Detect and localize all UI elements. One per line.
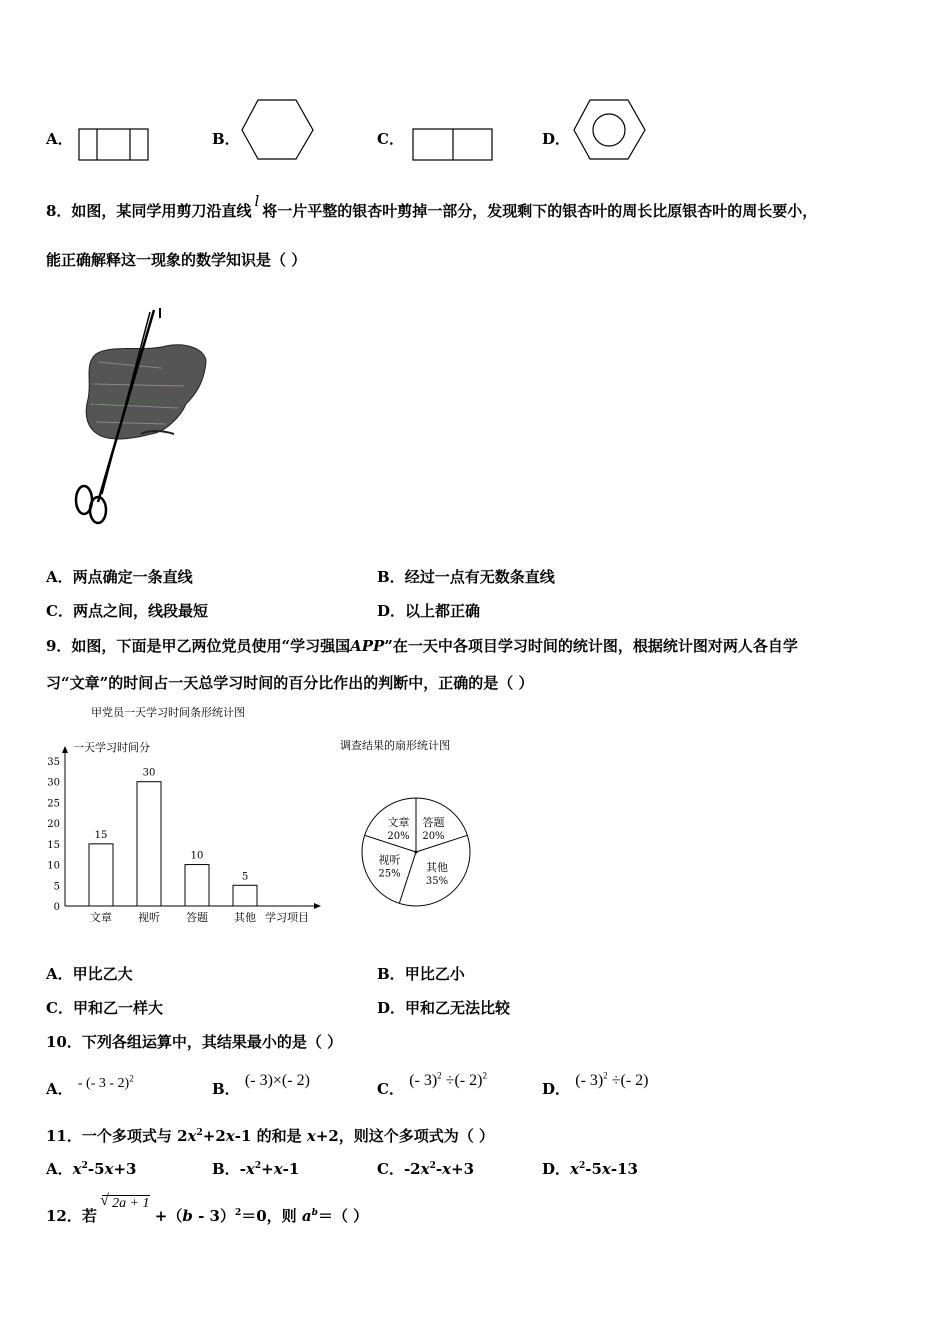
- q10-option-c: C． (- 3)$^2$ ÷(- 2)$^2$: [377, 1070, 487, 1098]
- y-tick-label: 5: [53, 881, 60, 893]
- x-tick-label: 视听: [138, 911, 160, 924]
- y-tick-label: 25: [47, 798, 60, 810]
- q8-option-a: A．两点确定一条直线: [46, 568, 193, 586]
- x-tick-label: 文章: [90, 911, 112, 924]
- q11-option-c: C．$-2x^2-x+3$: [377, 1160, 475, 1178]
- pie-slice-percent: 20%: [422, 830, 445, 842]
- pie-slice-label: 其他: [426, 861, 449, 875]
- q11-option-b: B．$-x^2+x-1$: [212, 1160, 300, 1178]
- bar-value-label: 15: [94, 829, 108, 841]
- ginkgo-leaf-scissors-figure: [66, 304, 216, 529]
- hexagon-figure: [240, 98, 316, 162]
- q8-stem-line2: 能正确解释这一现象的数学知识是（ ）: [46, 251, 307, 269]
- pie-slice-label: 答题: [422, 815, 445, 829]
- y-axis-arrow: [62, 746, 68, 753]
- q10-stem: 10．下列各组运算中，其结果最小的是（ ）: [46, 1033, 343, 1051]
- q9-option-d: D．甲和乙无法比较: [377, 999, 511, 1017]
- q9-option-c: C．甲和乙一样大: [46, 999, 163, 1017]
- y-tick-label: 15: [47, 839, 60, 851]
- q7-option-d-letter: D．: [542, 130, 571, 148]
- q10-option-a-expr: - (- 3 - 2)$^2$: [77, 1073, 134, 1091]
- q8-option-d: D．以上都正确: [377, 602, 481, 620]
- q11-option-a: A．$x^2-5x+3$: [46, 1160, 137, 1178]
- y-tick-label: 30: [47, 777, 60, 789]
- q8-option-c: C．两点之间，线段最短: [46, 602, 208, 620]
- bar-value-label: 10: [190, 850, 204, 862]
- pie-chart-title: 调查结果的扇形统计图: [340, 739, 450, 752]
- hexagon-with-circle-figure: [572, 98, 648, 162]
- line-l-symbol: l: [254, 192, 260, 210]
- q9-option-a: A．甲比乙大: [46, 965, 133, 983]
- x-tick-label: 其他: [234, 911, 256, 924]
- pie-chart: [355, 795, 479, 911]
- bar-value-label: 30: [142, 767, 156, 779]
- q8-stem-line1: 8．如图，某同学用剪刀沿直线l将一片平整的银杏叶剪掉一部分，发现剩下的银杏叶的周长比原银杏叶的周长要小，: [46, 192, 818, 220]
- q10-option-d-expr: (- 3)$^2$ ÷(- 2): [575, 1070, 649, 1089]
- y-tick-label: 20: [47, 819, 60, 831]
- q9-stem-line1: 9．如图，下面是甲乙两位党员使用“学习强国APP”在一天中各项目学习时间的统计图，根据统计图对两人各自学: [46, 637, 798, 655]
- pie-slice-label: 文章: [387, 815, 410, 829]
- q10-option-d: D． (- 3)$^2$ ÷(- 2): [542, 1070, 649, 1098]
- pie-slice-percent: 25%: [378, 868, 401, 880]
- sqrt-expression: √ 2a + 1: [102, 1195, 149, 1212]
- q11-stem: 11．一个多项式与 $2x^2+2x-1$ 的和是 x+2，则这个多项式为（ ）: [46, 1127, 495, 1145]
- x-tick-label: 答题: [186, 911, 208, 924]
- q12-stem: 12．若 √ 2a + 1 +（b - 3）$^2$＝0，则 $a^b=$（ ）: [46, 1205, 368, 1226]
- pie-slice-percent: 35%: [425, 876, 449, 888]
- bar-value-label: 5: [241, 871, 249, 883]
- x-axis-label: 学习项目: [265, 911, 309, 924]
- q10-option-b-expr: (- 3)×(- 2): [244, 1072, 310, 1089]
- y-tick-label: 0: [53, 902, 60, 913]
- q10-option-c-expr: (- 3)$^2$ ÷(- 2)$^2$: [409, 1070, 487, 1089]
- bar-chart-title: 甲党员一天学习时间条形统计图: [91, 706, 245, 719]
- q10-option-b: B． (- 3)×(- 2): [212, 1072, 310, 1098]
- q7-option-c-letter: C．: [377, 130, 404, 148]
- q8-option-b: B．经过一点有无数条直线: [377, 568, 555, 586]
- two-cell-rectangle-figure: [412, 128, 494, 162]
- q10-option-a: A． - (- 3 - 2)$^2$: [46, 1073, 134, 1098]
- pie-center: [415, 851, 418, 854]
- q11-option-d: D．$x^2-5x-13$: [542, 1160, 638, 1178]
- q7-option-b-letter: B．: [212, 130, 240, 148]
- q7-option-a-letter: A．: [46, 130, 73, 148]
- q9-option-b: B．甲比乙小: [377, 965, 465, 983]
- q9-stem-line2: 习“文章”的时间占一天总学习时间的百分比作出的判断中，正确的是（ ）: [46, 674, 534, 692]
- bar: [137, 782, 161, 906]
- y-tick-label: 10: [47, 860, 60, 872]
- x-axis-arrow: [314, 903, 321, 909]
- y-tick-label: 35: [47, 757, 60, 768]
- pie-slice-label: 视听: [378, 853, 401, 867]
- bar-chart: [40, 730, 330, 930]
- pie-slice-percent: 20%: [387, 830, 410, 842]
- bar: [233, 885, 257, 906]
- y-axis-label: 一天学习时间分: [73, 741, 150, 754]
- bar: [185, 865, 209, 906]
- bar: [89, 844, 113, 906]
- three-cell-rectangle-figure: [78, 128, 150, 162]
